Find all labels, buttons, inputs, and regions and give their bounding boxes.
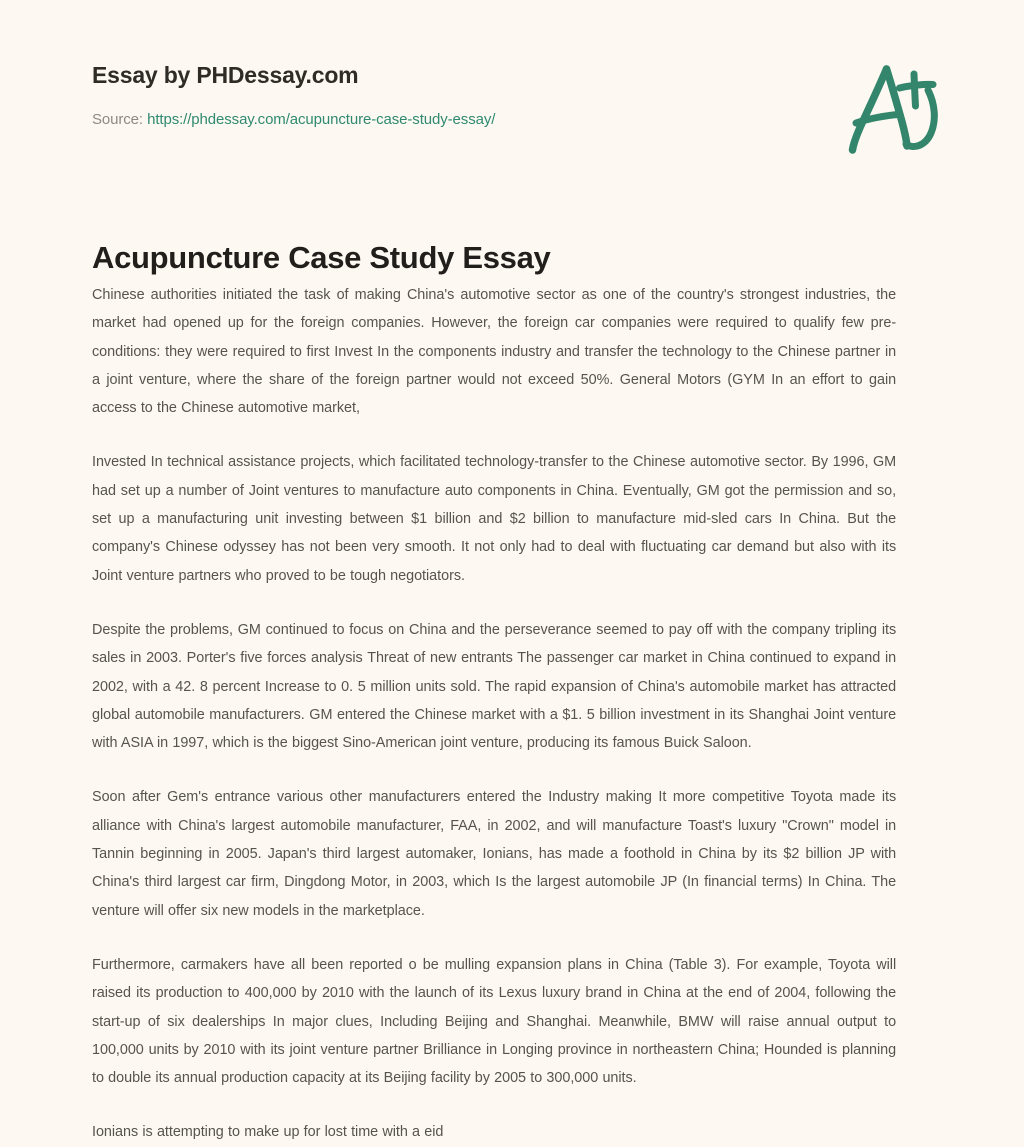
brand-title: Essay by PHDessay.com [92,62,359,88]
paragraph: Soon after Gem's entrance various other manufacturers entered the Industry making It more competitive Toyota made its alliance with China's largest automobile manufacturer, FAA, in 2002, and will manufacture Toast's luxury "Crown" model in Tannin beginning in 2005. Japan's third largest automaker, Ionians, has made a foothold in China by its $2 billion JP with China's third largest car firm, Dingdong Motor, in 2003, which Is the largest automobile JP (In financial terms) In China. The venture will offer six new models in the marketplace. [92,788,897,919]
aplus-logo [840,60,952,164]
article-body [92,281,934,1147]
paragraph: Despite the problems, GM continued to focus on China and the perseverance seemed to pay off with the company tripling its sales in 2003. Porter's five forces analysis Threat of new entrants The passenger car market in China continued to expand in 2002, with a 42. 8 percent Increase to 0. 5 million units sold. The rapid expansion of China's automobile market has attracted global automobile manufacturers. GM entered the Chinese market with a $1. 5 billion investment in its Shanghai Joint venture with ASIA in 1997, which is the biggest Sino-American joint venture, producing its famous Buick Saloon. [92,620,897,752]
page-title: Acupuncture Case Study Essay [92,239,551,275]
paragraph: Chinese authorities initiated the task of making China's automotive sector as one of the country's strongest industries, the market had opened up for the foreign companies. However, the foreign car companies were required to qualify few pre-conditions: they were required to first Invest In the components industry and transfer the technology to the Chinese partner in a joint venture, where the share of the foreign partner would not exceed 50%. General Motors (GYM In an effort to gain access to the Chinese automotive market, [92,286,897,417]
paragraph: Invested In technical assistance projects, which facilitated technology-transfer to the Chinese automotive sector. By 1996, GM had set up a number of Joint ventures to manufacture auto components in China. Eventually, GM got the permission and so, set up a manufacturing unit investing between $1 billion and $2 billion to manufacture mid-sled cars In China. But the company's Chinese odyssey has not been very smooth. It not only had to deal with fluctuating car demand but also with its Joint venture partners who proved to be tough negotiators. [92,453,897,584]
page-header [92,62,952,172]
paragraph: Furthermore, carmakers have all been reported o be mulling expansion plans in China (Table 3). For example, Toyota will raised its production to 400,000 by 2010 with the launch of its Lexus luxury brand in China at the end of 2004, following the start-up of six dealerships In major clues, Including Beijing and Shanghai. Meanwhile, BMW will raise annual output to 100,000 units by 2010 with its joint venture partner Brilliance in Longing province in northeastern China; Hounded is planning to double its annual production capacity at its Beijing facility by 2005 to 300,000 units. [92,955,897,1087]
aplus-logo-icon [840,60,952,164]
source-url-link[interactable]: https://phdessay.com/acupuncture-case-study-essay/ [147,110,496,128]
paragraph: Ionians is attempting to make up for lost time with a eid [92,1123,444,1141]
source-line [92,111,952,128]
source-label: Source: [92,110,143,128]
